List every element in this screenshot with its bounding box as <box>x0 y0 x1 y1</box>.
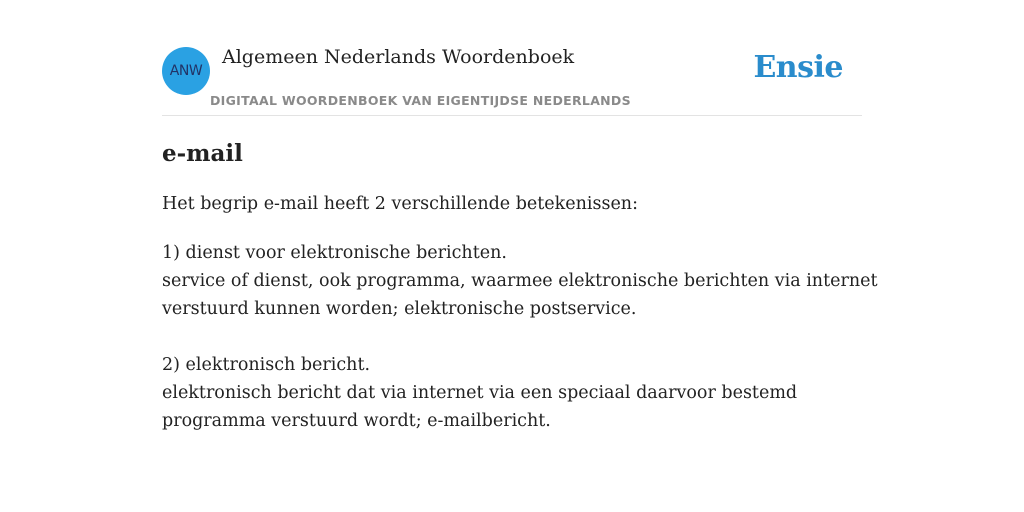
meaning-1 <box>162 239 878 323</box>
meaning-2 <box>162 351 862 435</box>
meaning-heading: 2) elektronisch bericht. <box>162 355 371 375</box>
site-title[interactable]: Algemeen Nederlands Woordenboek <box>222 46 575 68</box>
entry-intro: Het begrip e-mail heeft 2 verschillende betekenissen: <box>162 194 638 214</box>
entry-title: e-mail <box>162 140 243 167</box>
meaning-definition-line: service of dienst, ook programma, waarmee elektronische berichten via internet <box>162 271 878 291</box>
meaning-definition-line: elektronisch bericht dat via internet via een speciaal daarvoor bestemd <box>162 383 798 403</box>
site-subtitle: DIGITAAL WOORDENBOEK VAN EIGENTIJDSE NEDERLANDS <box>210 93 631 108</box>
meaning-definition-line: verstuurd kunnen worden; elektronische postservice. <box>162 299 637 319</box>
meaning-definition-line: programma verstuurd wordt; e-mailbericht. <box>162 411 551 431</box>
ensie-brand-logo[interactable]: Ensie <box>753 50 843 85</box>
meaning-heading: 1) dienst voor elektronische berichten. <box>162 243 507 263</box>
anw-logo[interactable]: ANW <box>162 47 210 95</box>
site-header <box>162 0 862 116</box>
page-container <box>162 0 878 431</box>
